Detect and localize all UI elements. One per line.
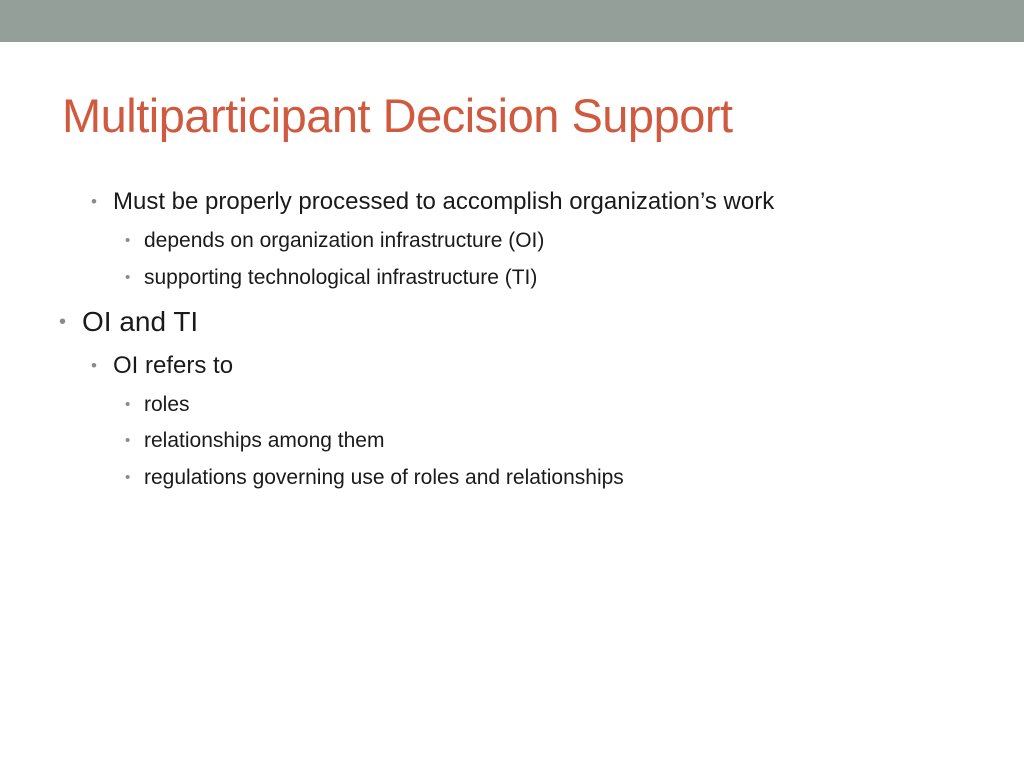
bullet-item [59, 305, 199, 339]
bullet-item [125, 392, 190, 418]
bullet-dot-icon: • [125, 432, 131, 449]
bullet-text: depends on organization infrastructure (OI) [144, 229, 545, 252]
bullet-dot-icon: • [91, 356, 97, 375]
bullet-text: OI and TI [82, 306, 199, 337]
bullet-item [125, 265, 538, 291]
bullet-dot-icon: • [59, 311, 67, 333]
bullet-text: relationships among them [144, 429, 385, 452]
bullet-text: roles [144, 393, 190, 416]
bullet-text: regulations governing use of roles and relationships [144, 466, 624, 489]
bullet-dot-icon: • [125, 396, 131, 413]
slide-title: Multiparticipant Decision Support [62, 89, 733, 142]
bullet-dot-icon: • [91, 192, 97, 211]
bullet-item [91, 351, 234, 381]
bullet-item [125, 428, 385, 454]
bullet-dot-icon: • [125, 469, 131, 486]
bullet-item [91, 187, 775, 217]
bullet-text: OI refers to [113, 352, 234, 379]
bullet-text: Must be properly processed to accomplish organization’s work [113, 188, 775, 215]
bullet-dot-icon: • [125, 232, 131, 249]
bullet-dot-icon: • [125, 269, 131, 286]
bullet-text: supporting technological infrastructure (TI) [144, 266, 538, 289]
bullet-item [125, 228, 545, 254]
bullet-item [125, 465, 624, 491]
